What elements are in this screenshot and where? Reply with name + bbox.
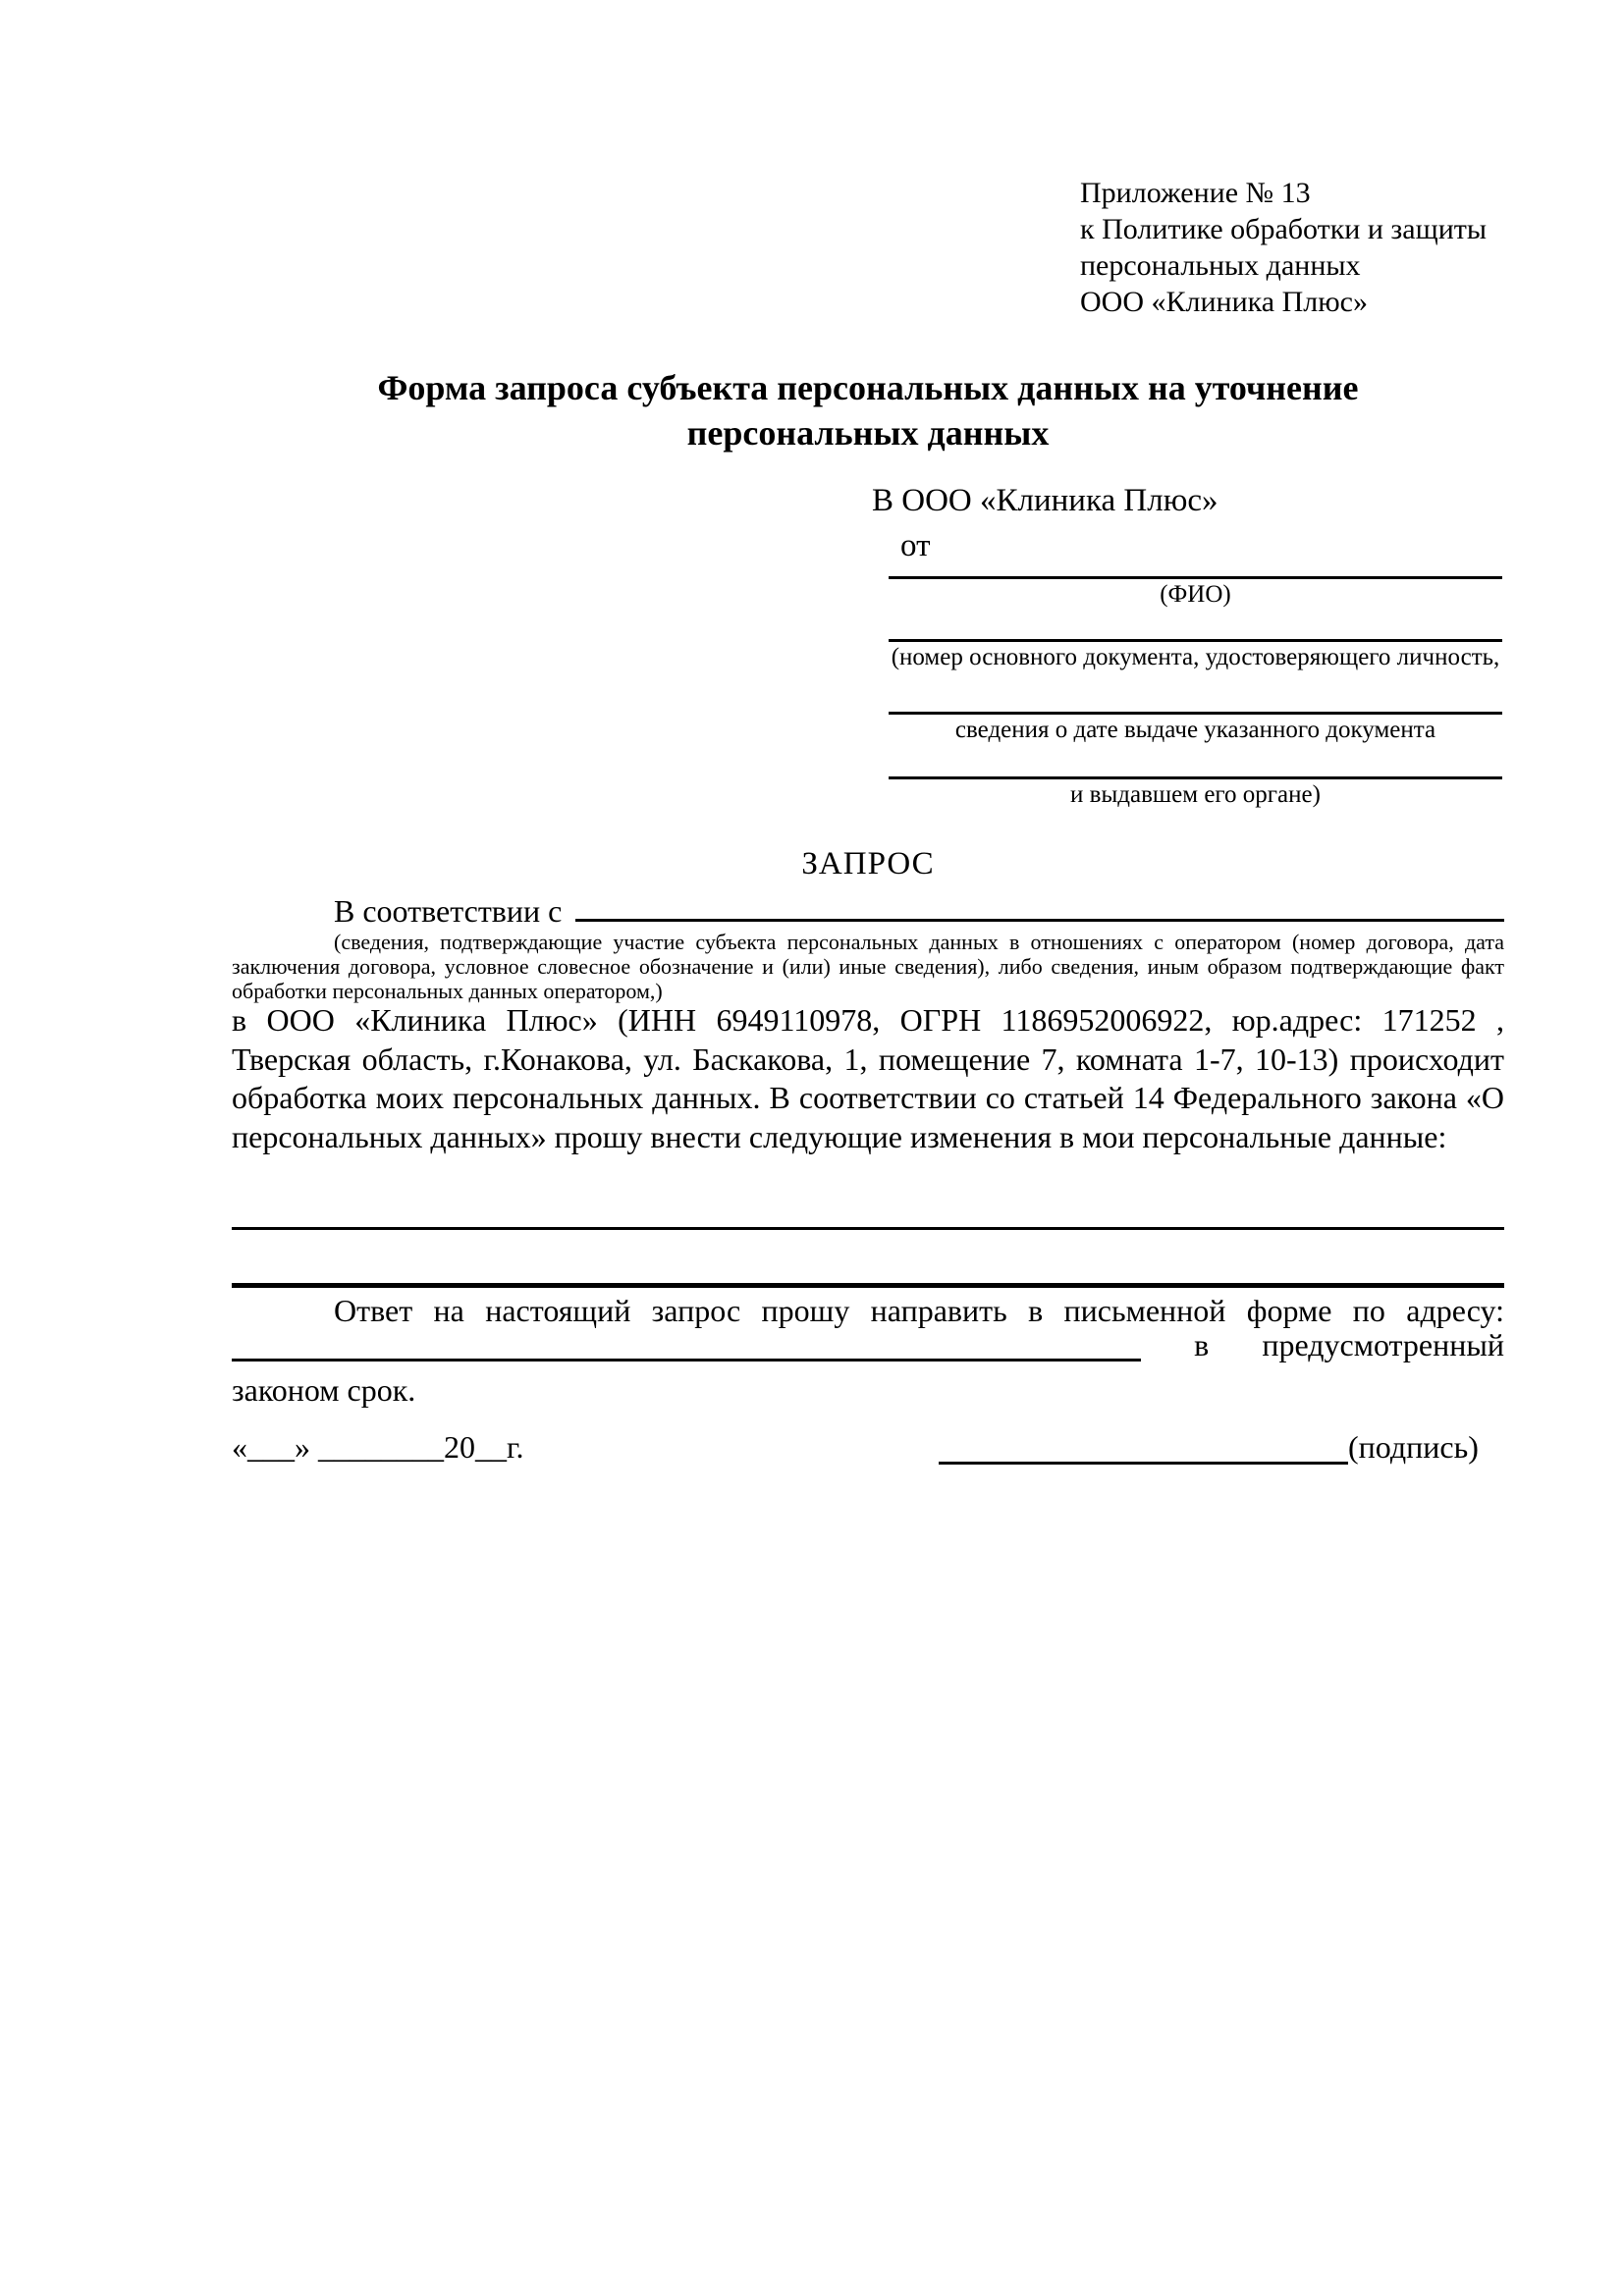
signature-blank-line: [939, 1462, 1348, 1465]
reply-address-row: [232, 1327, 1504, 1366]
issuing-authority-blank-line: [889, 776, 1502, 779]
from-label: от: [900, 528, 931, 563]
request-body: в ООО «Клиника Плюс» (ИНН 6949110978, ОГРН 1186952006922, юр.адрес: 171252 , Тверская область, г.Конакова, ул. Баскакова, 1, помещение 7, комната 1-7, 10-13) происходит обработка моих персональных данных. В соответствии со статьей 14 Федерального закона «О персональных данных» прошу внести следующие изменения в мои персональные данные:: [232, 1002, 1504, 1154]
basis-blank-line: [575, 895, 1504, 922]
document-number-caption: (номер основного документа, удостоверяющего личность,: [891, 644, 1500, 670]
document-title-text: Форма запроса субъекта персональных данных на уточнение персональных данных: [377, 368, 1359, 453]
signature-caption: (подпись): [1348, 1429, 1479, 1465]
reply-word-predusmotrenny: предусмотренный: [1262, 1327, 1504, 1362]
issue-date-blank-line: [889, 712, 1502, 715]
request-heading: ЗАПРОС: [801, 846, 935, 881]
changes-blank-line-1: [232, 1227, 1504, 1230]
appendix-line: персональных данных: [1080, 249, 1361, 282]
fio-caption: (ФИО): [1160, 581, 1231, 608]
address-blank-line: [232, 1329, 1141, 1362]
intro-row: [232, 893, 1504, 930]
issuing-authority-caption: и выдавшем его органе): [1070, 781, 1321, 808]
document-number-blank-line: [889, 639, 1502, 642]
reply-tail-text: законом срок.: [232, 1372, 416, 1408]
date-placeholder: «___» ________20__г.: [232, 1429, 524, 1465]
appendix-note: [1080, 175, 1542, 320]
issue-date-caption: сведения о дате выдаче указанного документа: [954, 717, 1436, 743]
appendix-line: Приложение № 13: [1080, 177, 1311, 209]
reply-request-text: Ответ на настоящий запрос прошу направить в письменной форме по адресу:: [334, 1293, 1504, 1328]
footnote-text: (сведения, подтверждающие участие субъекта персональных данных в отношениях с оператором (номер договора, дата заключения договора, условное словесное обозначение и (или) иные сведения), либо сведения, иным образом подтверждающие факт обработки персональных данных оператором,): [232, 930, 1504, 1003]
fio-blank-line: [889, 576, 1502, 579]
changes-blank-line-2: [232, 1283, 1504, 1288]
addressee-organization: В ООО «Клиника Плюс»: [872, 483, 1218, 518]
appendix-line: к Политике обработки и защиты: [1080, 213, 1488, 245]
intro-text: В соответствии с: [334, 893, 563, 929]
appendix-line: ООО «Клиника Плюс»: [1080, 286, 1368, 318]
reply-word-v: в: [1194, 1327, 1210, 1362]
document-title: [232, 365, 1504, 455]
